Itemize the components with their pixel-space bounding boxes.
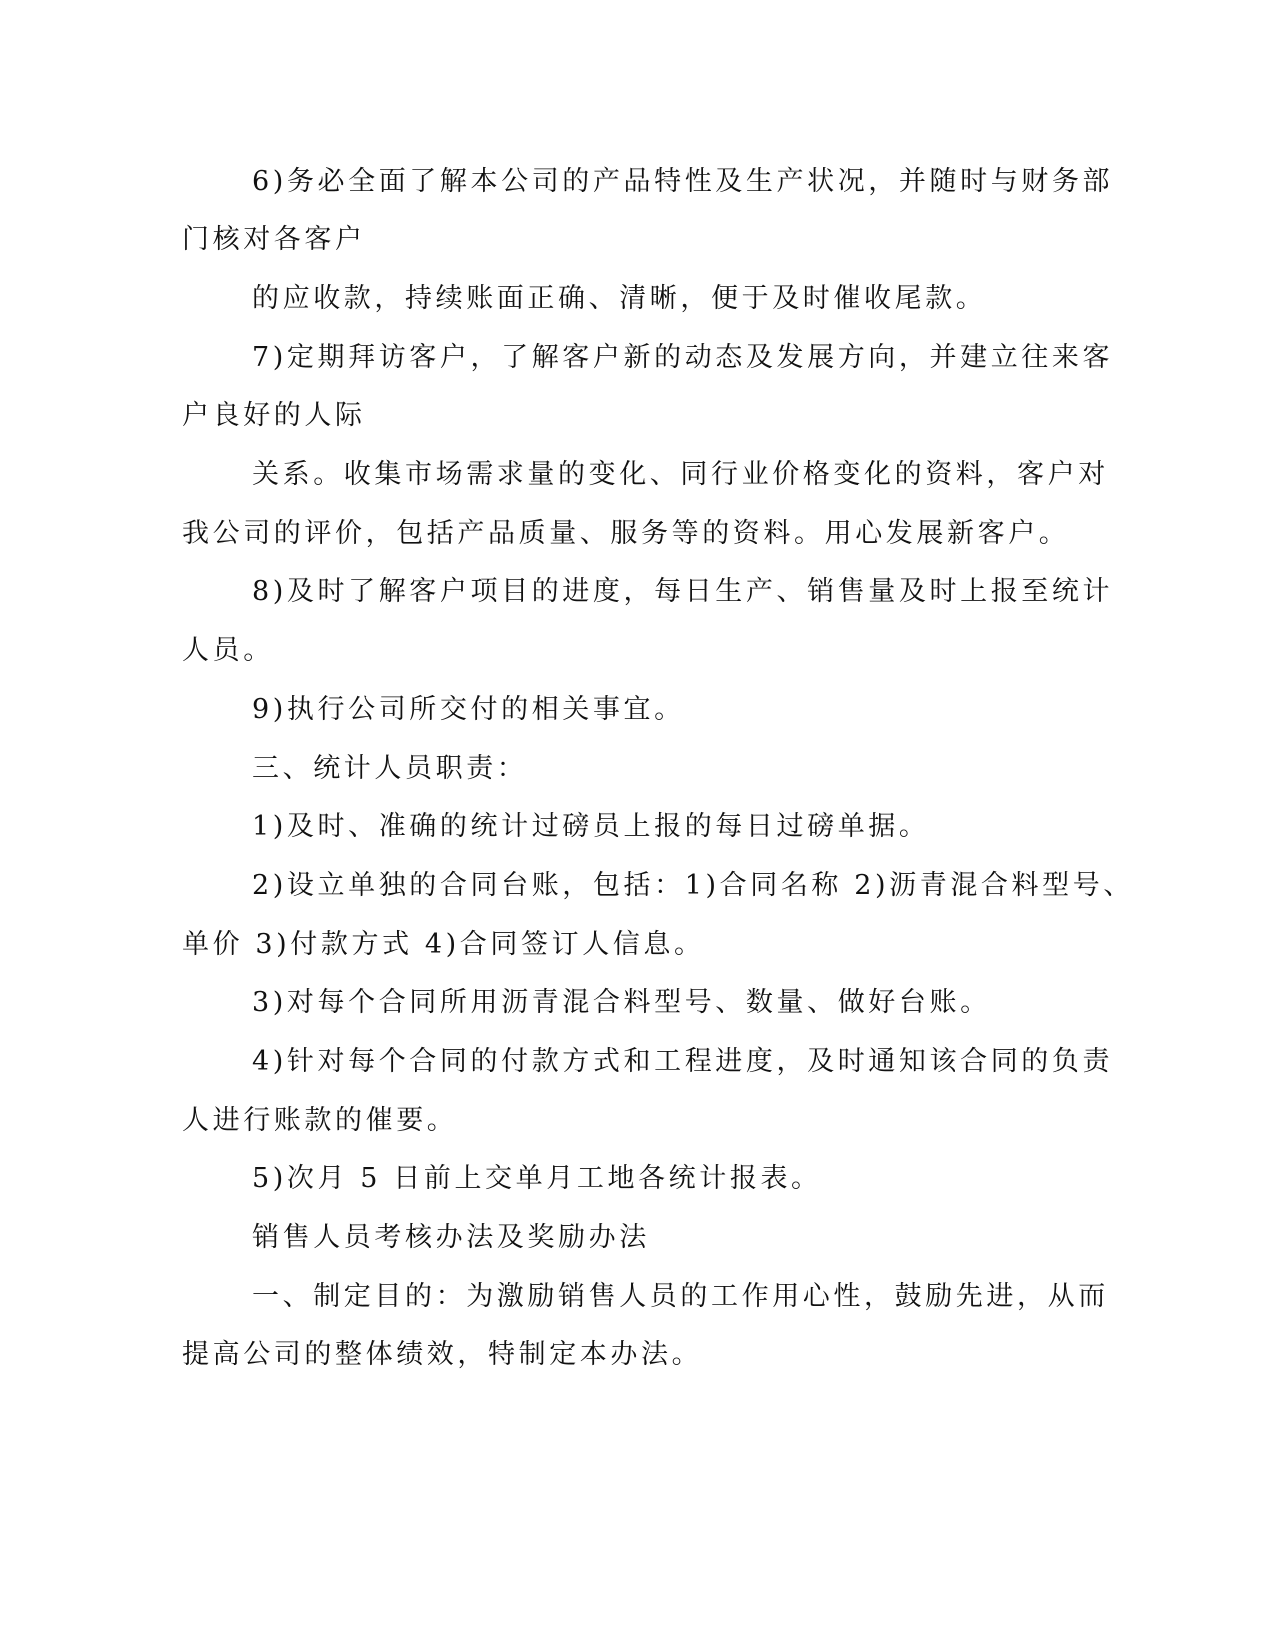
- text-line: 4)针对每个合同的付款方式和工程进度，及时通知该合同的负责: [252, 1046, 1114, 1077]
- text-line: 提高公司的整体绩效，特制定本办法。: [182, 1339, 703, 1370]
- text-line: 单价 3)付款方式 4)合同签订人信息。: [182, 929, 705, 960]
- text-line: 我公司的评价，包括产品质量、服务等的资料。用心发展新客户。: [182, 518, 1070, 549]
- text-line: 关系。收集市场需求量的变化、同行业价格变化的资料，客户对: [252, 459, 1109, 490]
- text-line: 6)务必全面了解本公司的产品特性及生产状况，并随时与财务部: [252, 166, 1114, 197]
- text-line: 2)设立单独的合同台账，包括：1)合同名称 2)沥青混合料型号、: [252, 870, 1134, 901]
- text-line: 人进行账款的催要。: [182, 1105, 458, 1136]
- text-line: 一、制定目的：为激励销售人员的工作用心性，鼓励先进，从而: [252, 1281, 1109, 1312]
- text-line: 的应收款，持续账面正确、清晰，便于及时催收尾款。: [252, 283, 987, 314]
- section-heading: 销售人员考核办法及奖励办法: [252, 1222, 650, 1253]
- text-line: 5)次月 5 日前上交单月工地各统计报表。: [252, 1163, 822, 1194]
- text-line: 9)执行公司所交付的相关事宜。: [252, 694, 685, 725]
- text-line: 户良好的人际: [182, 400, 366, 431]
- text-line: 1)及时、准确的统计过磅员上报的每日过磅单据。: [252, 811, 930, 842]
- text-line: 3)对每个合同所用沥青混合料型号、数量、做好台账。: [252, 987, 991, 1018]
- section-heading: 三、统计人员职责：: [252, 753, 528, 784]
- text-line: 人员。: [182, 635, 274, 666]
- text-line: 7)定期拜访客户，了解客户新的动态及发展方向，并建立往来客: [252, 342, 1114, 373]
- text-line: 门核对各客户: [182, 224, 366, 255]
- text-line: 8)及时了解客户项目的进度，每日生产、销售量及时上报至统计: [252, 576, 1114, 607]
